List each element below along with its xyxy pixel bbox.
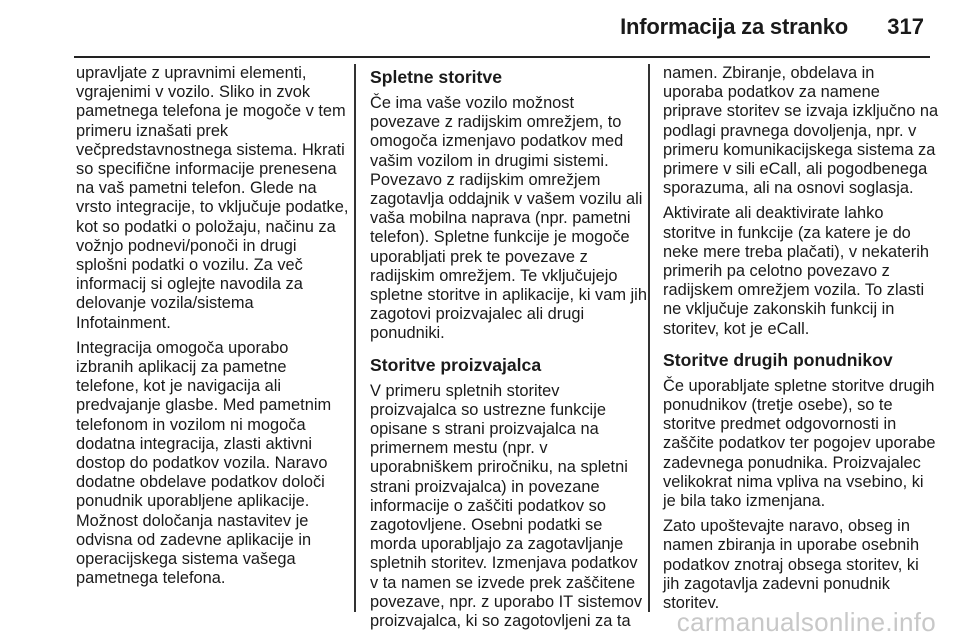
text-line: storitev. <box>663 594 720 613</box>
text-line: proizvajalca, ki so zagotovljeni za ta <box>370 612 631 631</box>
text-line: omogoča izmenjavo podatkov med <box>370 132 624 151</box>
text-line: opisane s strani proizvajalca na <box>370 420 599 439</box>
text-line: zagotavlja oddajnik v vašem vozilu ali <box>370 190 643 209</box>
text-line: podlagi pravnega dovoljenja, npr. v <box>663 121 917 140</box>
text-line: pametnega telefona je mogoče v tem <box>76 102 346 121</box>
text-line: V primeru spletnih storitev <box>370 381 560 400</box>
text-line: primernem mestu (npr. v <box>370 439 548 458</box>
page-header <box>0 12 960 50</box>
page-number: 317 <box>887 14 924 39</box>
text-line: ponudnikov (tretje osebe), so te <box>663 396 893 415</box>
text-line: uporaba podatkov za namene <box>663 83 880 102</box>
text-line: priprave storitev se izvaja izključno na <box>663 102 939 121</box>
text-line: neke mere treba plačati), v nekaterih <box>663 242 930 261</box>
text-line: spletne storitve in aplikacije, ki vam jih <box>370 286 647 305</box>
text-line: informacije o zaščiti podatkov so <box>370 496 606 515</box>
text-line: storitve in funkcije (za katere je do <box>663 223 911 242</box>
text-line: vaša mobilna naprava (npr. pametni <box>370 209 631 228</box>
text-line: dodatne obdelave podatkov določi <box>76 473 325 492</box>
text-line: Aktivirate ali deaktivirate lahko <box>663 204 884 223</box>
paragraph <box>663 376 936 511</box>
text-line: operacijskega sistema vašega <box>76 550 296 569</box>
text-line: povezave, npr. z uporabo IT sistemov <box>370 592 643 611</box>
section-heading-third-party-services: Storitve drugih ponudnikov <box>663 349 893 370</box>
text-line: Če uporabljate spletne storitve drugih <box>663 376 935 395</box>
text-line: primeru iznašati prek <box>76 121 229 140</box>
text-line: je bila tako izmenjana. <box>663 492 826 511</box>
text-line: ponudnik uporabljene aplikacije. <box>76 492 310 511</box>
text-line: namen zbiranja in uporabe osebnih <box>663 536 920 555</box>
text-line: Povezavo z radijskim omrežjem <box>370 170 601 189</box>
text-line: na vaš pametni telefon. Glede na <box>76 179 317 198</box>
watermark-text: carmanualsonline.info <box>676 607 936 637</box>
text-line: morda uporabljajo za zagotavljanje <box>370 535 624 554</box>
text-line: velikokrat nima vpliva na vsebino, ki <box>663 472 924 491</box>
text-line: delovanje vozila/sistema <box>76 294 254 313</box>
text-column-3 <box>663 64 939 619</box>
column-divider-1 <box>354 64 356 612</box>
text-line: povezave z radijskim omrežjem, to <box>370 113 622 132</box>
page-title: Informacija za stranko <box>620 14 848 39</box>
text-line: primerih pa celotno povezavo z <box>663 262 890 281</box>
text-line: storitve predmet odgovornosti in <box>663 415 897 434</box>
text-line: so specifične informacije prenesena <box>76 160 337 179</box>
text-line: dodatna integracija, zlasti aktivni <box>76 434 312 453</box>
paragraph <box>663 64 939 198</box>
text-line: Integracija omogoča uporabo <box>76 338 289 357</box>
text-line: splošni podatki o vozilu. Za več <box>76 256 303 275</box>
paragraph <box>370 381 643 632</box>
text-line: telefonom in vozilom ni mogoča <box>76 415 306 434</box>
text-line: primeru komunikacijskega sistema za <box>663 140 936 159</box>
text-line: ponudniki. <box>370 324 445 343</box>
text-line: odvisna od zadevne aplikacije in <box>76 530 312 549</box>
text-line: vrsto integracije, to vključuje podatke, <box>76 198 349 217</box>
text-line: primere v sili eCall, ali pogodbenega <box>663 160 928 179</box>
text-line: izbranih aplikacij za pametne <box>76 358 287 377</box>
text-column-1 <box>76 64 348 594</box>
text-line: vgrajenimi v vozilo. Sliko in zvok <box>76 83 311 102</box>
text-line: vašim vozilom in drugimi sistemi. <box>370 151 609 170</box>
section-heading-online-services: Spletne storitve <box>370 67 502 87</box>
text-line: uporabljati prek te povezave z <box>370 247 588 266</box>
text-line: namen. Zbiranje, obdelava in <box>663 64 875 82</box>
paragraph <box>76 339 348 589</box>
text-line: dostop do podatkov vozila. Naravo <box>76 454 328 473</box>
text-line: zagotovljene. Osebni podatki se <box>370 516 603 535</box>
text-line: spletnih storitev. Izmenjava podatkov <box>370 554 638 573</box>
text-line: podatkov znotraj obsega storitev, ki <box>663 555 919 574</box>
text-line: strani proizvajalca) in povezane <box>370 477 600 496</box>
text-line: Možnost določanja nastavitev je <box>76 511 309 530</box>
paragraph <box>370 94 647 344</box>
text-line: jih zagotavlja zadevni ponudnik <box>663 574 890 593</box>
text-line: ne vključuje zakonskih funkcij in <box>663 300 895 319</box>
header-divider <box>74 56 930 58</box>
text-line: v ta namen se izvede prek zaščitene <box>370 573 636 592</box>
paragraph <box>76 64 348 333</box>
text-line: radijskim omrežjem. Te vključujejo <box>370 266 618 285</box>
text-line: informacij si oglejte navodila za <box>76 275 303 294</box>
text-line: upravljate z upravnimi elementi, <box>76 64 307 82</box>
text-line: Infotainment. <box>76 313 171 332</box>
text-line: radijskem omrežjem vozila. To zlasti <box>663 281 925 300</box>
text-line: telefone, kot je navigacija ali <box>76 377 282 396</box>
column-divider-2 <box>648 64 650 612</box>
text-line: zadevnega ponudnika. Proizvajalec <box>663 453 921 472</box>
text-line: pametnega telefona. <box>76 569 226 588</box>
text-line: večpredstavnostnega sistema. Hkrati <box>76 140 345 159</box>
text-line: vožnjo podnevi/ponoči in drugi <box>76 236 297 255</box>
text-line: proizvajalca so ustrezne funkcije <box>370 400 606 419</box>
text-line: kot so podatki o položaju, načinu za <box>76 217 336 236</box>
text-line: Zato upoštevajte naravo, obseg in <box>663 517 910 536</box>
paragraph <box>663 204 929 338</box>
text-line: predvajanje glasbe. Med pametnim <box>76 396 332 415</box>
text-line: uporabniškem priročniku, na spletni <box>370 458 628 477</box>
text-line: zaščite podatkov ter pogojev uporabe <box>663 434 936 453</box>
text-line: sporazuma, ali na osnovi soglasja. <box>663 179 914 198</box>
text-column-2 <box>370 64 647 637</box>
text-line: storitev, kot je eCall. <box>663 319 810 338</box>
text-line: telefon). Spletne funkcije je mogoče <box>370 228 630 247</box>
paragraph <box>663 517 929 613</box>
text-line: Če ima vaše vozilo možnost <box>370 94 575 112</box>
text-line: zagotovi proizvajalec ali drugi <box>370 305 585 324</box>
section-heading-manufacturer-services: Storitve proizvajalca <box>370 354 542 375</box>
